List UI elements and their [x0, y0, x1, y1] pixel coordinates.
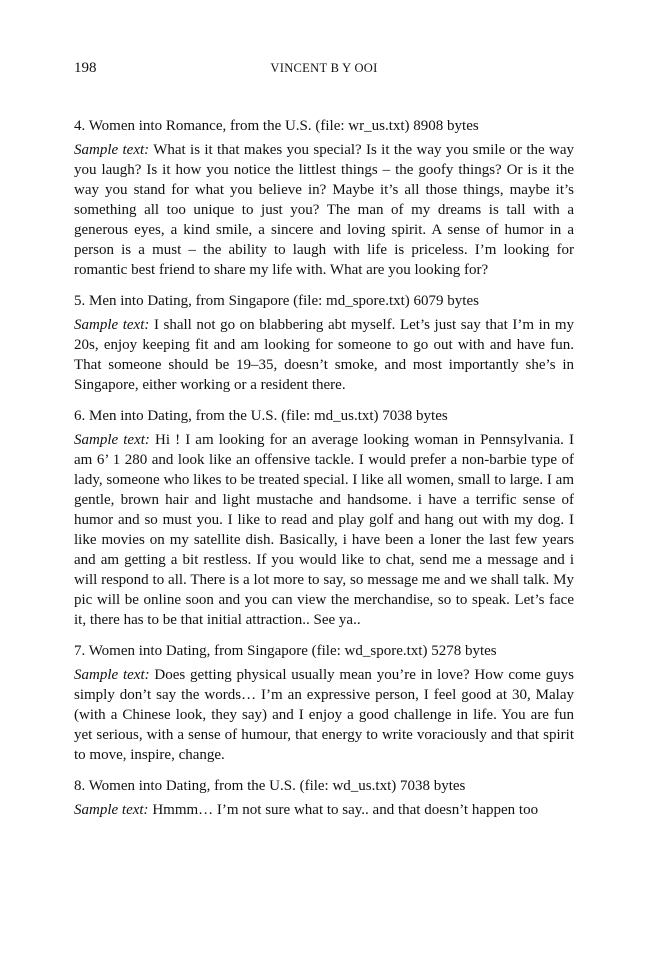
entry-title: 6. Men into Dating, from the U.S. (file: md_us.txt) 7038 bytes [74, 408, 448, 424]
entry-title: 4. Women into Romance, from the U.S. (file: wr_us.txt) 8908 bytes [74, 118, 479, 134]
page-content [74, 116, 574, 820]
entry-title: 7. Women into Dating, from Singapore (file: wd_spore.txt) 5278 bytes [74, 643, 497, 659]
sample-text: I shall not go on blabbering abt myself. Let’s just say that I’m in my 20s, enjoy keeping fit and am looking for someone to go out with and have fun. That someone should be 19–35, doesn’t smoke, and most importantly she’s in Singapore, either working or a resident there. [74, 317, 574, 393]
entry-5 [74, 291, 574, 395]
entry-6 [74, 406, 574, 630]
sample-label: Sample text: [74, 432, 150, 448]
entry-body [74, 665, 574, 765]
sample-text: Does getting physical usually mean you’re in love? How come guys simply don’t say the words… I’m an expressive person, I feel good at 30, Malay (with a Chinese look, they say) and I enjoy a good challenge in life. You are fun yet serious, with a sense of humour, that energy to write voraciously and that spirit to move, inspire, change. [74, 667, 575, 763]
page-number: 198 [74, 60, 97, 76]
sample-label: Sample text: [74, 317, 150, 333]
entry-title: 8. Women into Dating, from the U.S. (file: wd_us.txt) 7038 bytes [74, 778, 466, 794]
entry-title: 5. Men into Dating, from Singapore (file: md_spore.txt) 6079 bytes [74, 293, 479, 309]
entry-8 [74, 776, 574, 820]
sample-label: Sample text: [74, 142, 150, 158]
document-page [74, 60, 574, 831]
entry-body [74, 800, 574, 820]
entry-4 [74, 116, 574, 280]
entry-body [74, 430, 574, 630]
running-head: VINCENT B Y OOI [270, 61, 378, 75]
sample-text: What is it that makes you special? Is it the way you smile or the way you laugh? Is it how you notice the littlest things – the goofy things? Or is it the way you stand for what you believe in? Maybe it’s all those things, maybe it’s something all too unique to just you? The man of my dreams is tall with a generous eyes, a kind smile, a sincere and loving spirit. A sense of humor in a person is a must – the ability to laugh with life is priceless. I’m looking for romantic best friend to share my life with. What are you looking for? [74, 142, 574, 278]
sample-label: Sample text: [74, 667, 150, 683]
entry-7 [74, 641, 574, 765]
sample-label: Sample text: [74, 802, 149, 818]
sample-text: Hi ! I am looking for an average looking woman in Pennsylvania. I am 6’ 1 280 and look like an offensive tackle. I would prefer a non-barbie type of lady, someone who likes to be treated special. I like all women, small to large. I am gentle, brown hair and light mustache and handsome. i have a terrific sense of humor and so must you. I like to read and play golf and hang out with my dog. I like movies on my satellite dish. Basically, i have been a loner the last few years and am getting a bit restless. If you would like to chat, send me a message and i will respond to all. There is a lot more to say, so message me and we shall talk. My pic will be online soon and you can view the merchandise, so to speak. Let’s face it, there has to be that initial attraction.. See ya.. [74, 432, 574, 628]
entry-body [74, 140, 574, 280]
sample-text: Hmmm… I’m not sure what to say.. and that doesn’t happen too [152, 802, 539, 818]
entry-body [74, 315, 574, 395]
page-header [74, 60, 574, 82]
